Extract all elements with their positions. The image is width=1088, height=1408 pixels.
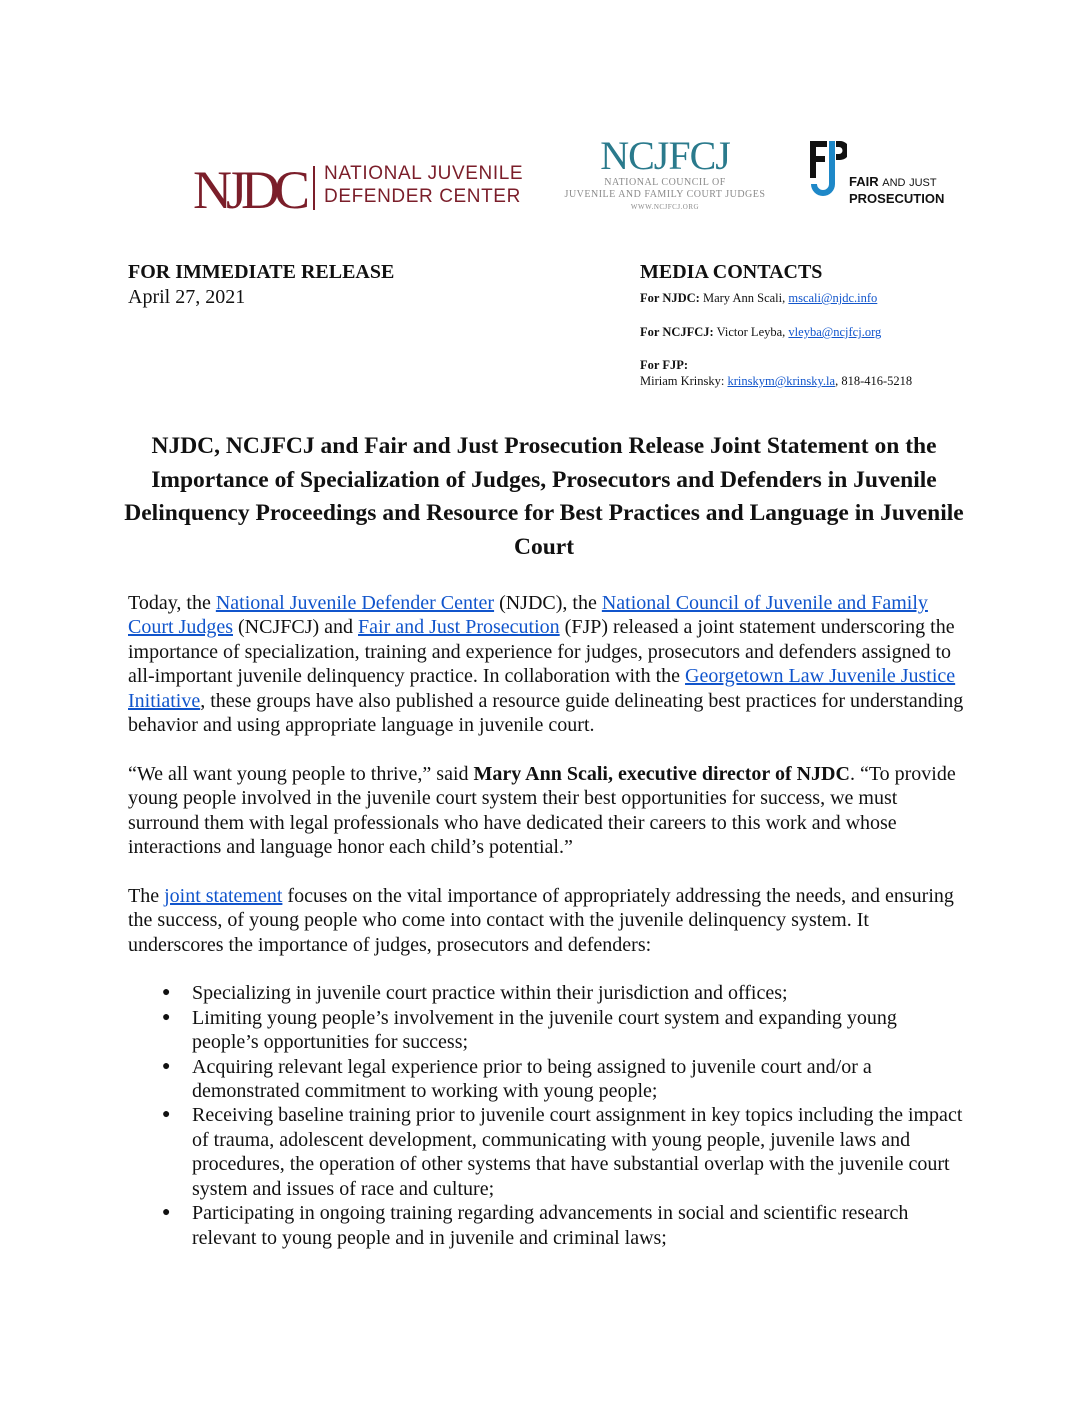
ncjfcj-logo <box>560 135 770 215</box>
njdc-logo-line2: DEFENDER CENTER <box>324 186 521 207</box>
ncjfcj-logo-line1: NATIONAL COUNCIL OF <box>604 177 726 188</box>
list-item: ● Limiting young people’s involvement in the juvenile court system and expanding young people’s opportunities for success; <box>192 1006 968 1055</box>
njdc-logo-name <box>324 162 523 208</box>
release-info <box>128 260 394 310</box>
njdc-email-link[interactable]: mscali@njdc.info <box>788 291 878 305</box>
text: focuses on the vital importance of appropriately addressing the needs, and ensuring the success, of young people who come into contact with the juvenile delinquency system. It underscores the importance of judges, prosecutors and defenders: <box>128 884 954 956</box>
ncjfcj-logo-line2: JUVENILE AND FAMILY COURT JUDGES <box>564 189 766 200</box>
article-body <box>128 591 968 1250</box>
paragraph-quote <box>128 762 968 860</box>
text: Today, the <box>128 592 216 614</box>
logo-divider <box>313 166 315 210</box>
contact-phone: , 818-416-5218 <box>835 374 913 388</box>
contact-label: For NJDC: <box>640 291 700 305</box>
fjp-logo-just: JUST <box>909 177 937 189</box>
contact-name: Miriam Krinsky: <box>640 374 725 388</box>
njdc-link[interactable]: National Juvenile Defender Center <box>215 592 495 614</box>
contact-name: Mary Ann Scali, <box>702 291 786 305</box>
text: (FJP) released a joint statement underscoring the importance of specialization, training and experience for judges, prosecutors and defenders assigned to all-important juvenile delinquency practice. In collaboration with the <box>128 616 955 688</box>
contact-njdc <box>640 290 912 306</box>
ncjfcj-logo-url: WWW.NCJFCJ.ORG <box>630 203 700 211</box>
list-item: ● Specializing in juvenile court practice within their jurisdiction and offices; <box>192 981 968 1005</box>
fjp-logo-prosecution: PROSECUTION <box>849 191 945 206</box>
contact-ncjfcj <box>640 324 912 340</box>
contact-fjp <box>640 357 912 389</box>
list-item: ● Receiving baseline training prior to juvenile court assignment in key topics including the impact of trauma, adolescent development, communicating with young people, juvenile laws and procedures, the operation of other systems that have substantial overlap with the juvenile court system and issues of race and culture; <box>192 1103 968 1201</box>
list-item: ● Participating in ongoing training regarding advancements in social and scientific research relevant to young people and in juvenile and criminal laws; <box>192 1201 968 1250</box>
quote-attribution: Mary Ann Scali, executive director of NJDC <box>473 762 850 785</box>
text: The <box>128 884 165 907</box>
text: (NJDC), the <box>494 592 602 614</box>
njdc-logo-mark: NJDC <box>193 160 305 220</box>
ncjfcj-link[interactable]: National Council of Juvenile and Family Court Judges <box>128 592 928 639</box>
text: . “To provide young people involved in the juvenile court system their best opportunities for success, we must surround them with legal professionals who have dedicated their careers to this work and whose interactions and language honor each child’s potential.” <box>128 762 956 859</box>
text: (NCJFCJ) and <box>233 616 359 639</box>
joint-statement-link[interactable]: joint statement <box>164 884 283 907</box>
fjp-email-link[interactable]: krinskym@krinsky.la <box>727 374 836 388</box>
ncjfcj-email-link[interactable]: vleyba@ncjfcj.org <box>788 325 882 339</box>
njdc-logo <box>193 160 523 220</box>
headline: NJDC, NCJFCJ and Fair and Just Prosecution Release Joint Statement on the Importance of Specialization of Judges, Prosecutors and Defenders in Juvenile Delinquency Proceedings and Resource for Best Practices and Language in Juvenile Court <box>124 433 964 560</box>
georgetown-link[interactable]: Georgetown Law Juvenile Justice Initiative <box>128 665 956 712</box>
fjp-link[interactable]: Fair and Just Prosecution <box>358 616 560 639</box>
fjp-logo-mark <box>807 138 847 202</box>
media-contacts-title: MEDIA CONTACTS <box>640 261 823 283</box>
contact-name: Victor Leyba, <box>716 325 786 339</box>
release-date: April 27, 2021 <box>128 286 246 308</box>
fjp-logo-name <box>849 174 944 206</box>
list-item: ● Acquiring relevant legal experience prior to being assigned to juvenile court and/or a demonstrated commitment to working with young people; <box>192 1055 968 1104</box>
release-label: FOR IMMEDIATE RELEASE <box>128 261 395 283</box>
text: “We all want young people to thrive,” said <box>128 762 474 785</box>
paragraph-intro <box>128 591 968 737</box>
fjp-logo <box>807 138 947 218</box>
fjp-logo-and: AND <box>882 177 906 189</box>
contact-label: For NCJFCJ: <box>640 325 714 339</box>
text: , these groups have also published a resource guide delineating best practices for understanding behavior and using appropriate language in juvenile court. <box>128 689 964 737</box>
ncjfcj-logo-mark: NCJFCJ <box>600 133 730 178</box>
paragraph-statement <box>128 884 968 957</box>
njdc-logo-line1: NATIONAL JUVENILE <box>324 163 524 184</box>
fjp-logo-fair: FAIR <box>849 174 879 189</box>
importance-list <box>128 981 968 1249</box>
contact-label: For FJP: <box>640 358 689 372</box>
media-contacts <box>640 260 912 389</box>
